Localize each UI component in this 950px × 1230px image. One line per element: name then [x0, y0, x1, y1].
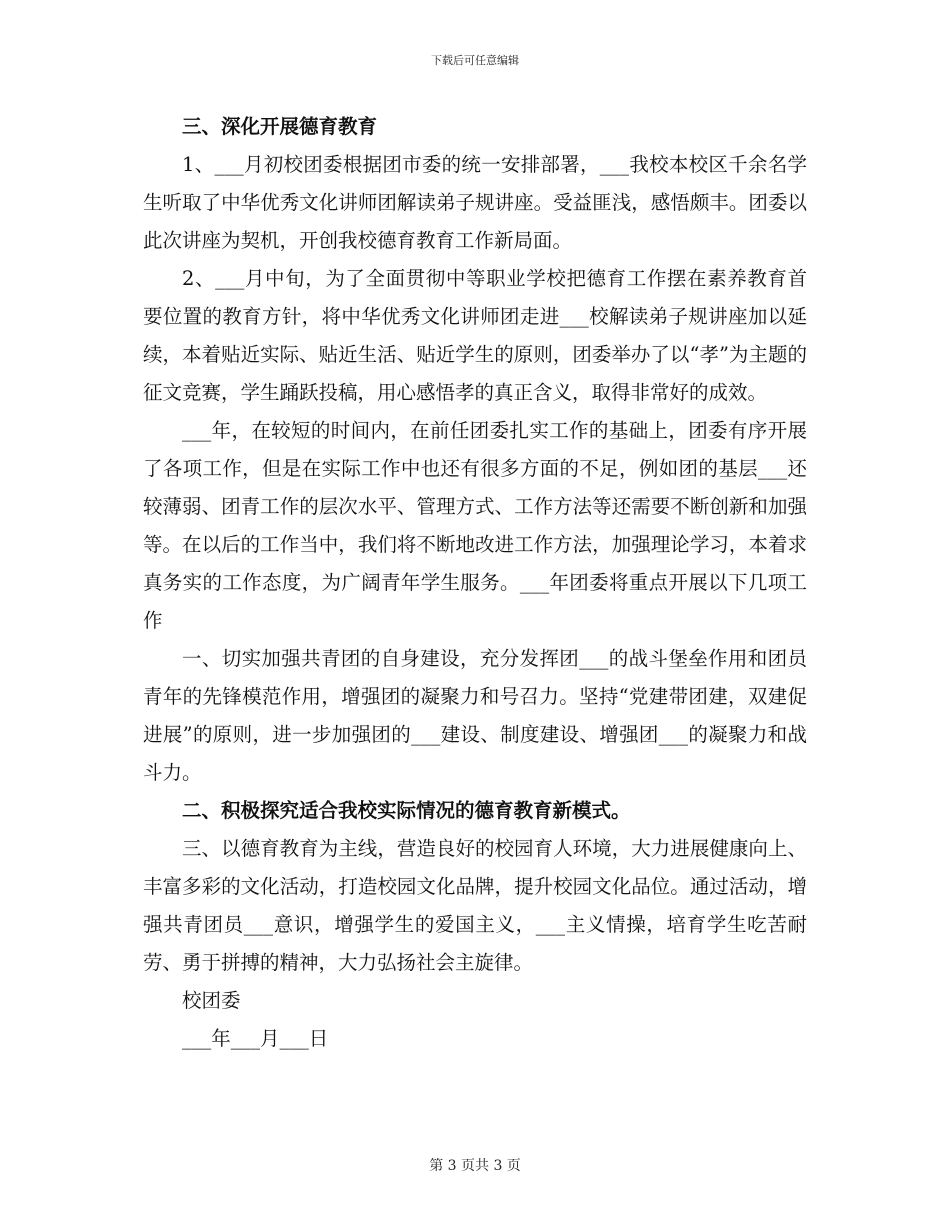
- page-header: 下载后可任意编辑: [431, 54, 519, 67]
- paragraph-summary: ___年，在较短的时间内，在前任团委扎实工作的基础上，团委有序开展了各项工作，但是在实际工作中也还有很多方面的不足，例如团的基层___还较薄弱、团青工作的层次水平、管理方式、工作方法等还需要不断创新和加强等。在以后的工作当中，我们将不断地改进工作方法，加强理论学习，本着求真务实的工作态度，为广阔青年学生服务。___年团委将重点开展以下几项工作: [143, 419, 807, 632]
- paragraph-plan-2-heading: 二、积极探究适合我校实际情况的德育教育新模式。: [182, 799, 631, 822]
- page-footer: 第 3 页共 3 页: [429, 1158, 521, 1174]
- section-heading-3: 三、深化开展德育教育: [182, 115, 378, 138]
- signature-date: ___年___月___日: [182, 1027, 329, 1050]
- paragraph-plan-1: 一、切实加强共青团的自身建设，充分发挥团___的战斗堡垒作用和团员青年的先锋模范作用，增强团的凝聚力和号召力。坚持“党建带团建，双建促进展”的原则，进一步加强团的___建设、制度建设、增强团___的凝聚力和战斗力。: [143, 647, 807, 784]
- paragraph-plan-3: 三、以德育教育为主线，营造良好的校园育人环境，大力进展健康向上、丰富多彩的文化活动，打造校园文化品牌，提升校园文化品位。通过活动，增强共青团员___意识，增强学生的爱国主义，___主义情操，培育学生吃苦耐劳、勇于拼搏的精神，大力弘扬社会主旋律。: [143, 837, 807, 974]
- paragraph-item-2: 2、___月中旬，为了全面贯彻中等职业学校把德育工作摆在素养教育首要位置的教育方针，将中华优秀文化讲师团走进___校解读弟子规讲座加以延续，本着贴近实际、贴近生活、贴近学生的原则，团委举办了以“孝”为主题的征文竞赛，学生踊跃投稿，用心感悟孝的真正含义，取得非常好的成效。: [143, 267, 807, 404]
- paragraph-item-1: 1、___月初校团委根据团市委的统一安排部署，___我校本校区千余名学生听取了中华优秀文化讲师团解读弟子规讲座。受益匪浅，感悟颇丰。团委以此次讲座为契机，开创我校德育教育工作新局面。: [143, 153, 807, 252]
- document-body: [143, 108, 807, 1058]
- signature-organization: 校团委: [182, 989, 241, 1012]
